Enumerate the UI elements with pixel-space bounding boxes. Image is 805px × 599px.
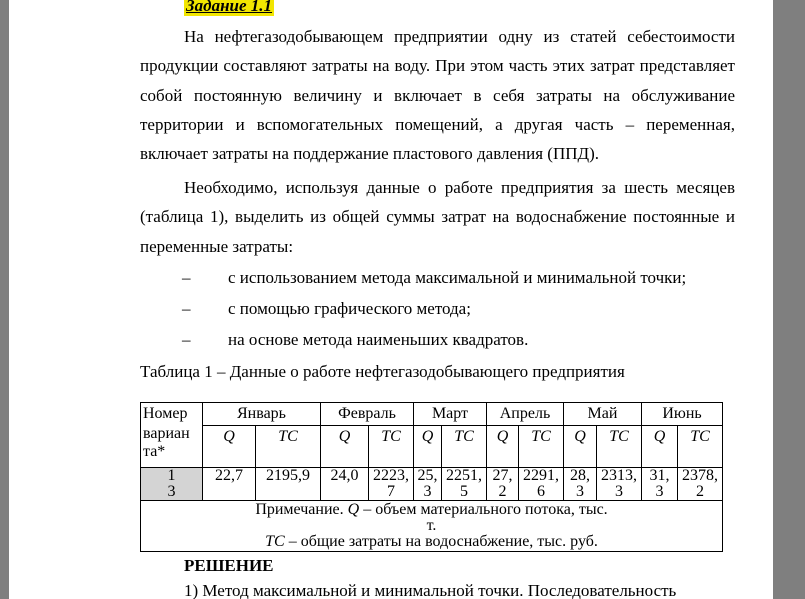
tc-header: TC (369, 426, 414, 468)
list-item-text: с помощью графического метода; (228, 299, 471, 318)
paragraph-2-line: переменные затраты: (140, 236, 294, 256)
cell-line: 24,0 (330, 467, 359, 484)
q-header: Q (414, 426, 442, 468)
variant-number-line: 3 (167, 483, 176, 500)
note-text: – общие затраты на водоснабжение, тыс. руб. (284, 533, 598, 550)
method-list (140, 262, 735, 355)
paragraph-1-line: собой постоянную величину и включает в себя затраты на обслуживание (140, 85, 735, 105)
note-prefix: Примечание. (255, 501, 348, 518)
month-header: Июнь (642, 403, 723, 426)
cell-line: 3 (655, 483, 664, 500)
q-value-cell (487, 468, 519, 501)
q-value-cell (642, 468, 678, 501)
q-value-cell (321, 468, 369, 501)
cell-line: 3 (576, 483, 584, 500)
variant-header-line: вариан (143, 425, 190, 442)
solution-heading: РЕШЕНИЕ (184, 556, 274, 575)
table-caption: Таблица 1 – Данные о работе нефтегазодобывающего предприятия (140, 362, 625, 381)
cell-line: 3 (615, 483, 623, 500)
cell-line: 2195,9 (266, 467, 310, 484)
q-value-cell (564, 468, 597, 501)
note-text: – объем материального потока, тыс. (359, 501, 608, 518)
paragraph-1-line: включает затраты на поддержание пластового давления (ППД). (140, 144, 600, 164)
document-page (9, 0, 773, 599)
paragraph-1-line: продукции составляют затраты на воду. При этом часть этих затрат представляет (140, 56, 735, 76)
tc-value-cell (519, 468, 564, 501)
cell-line: 2291, (523, 467, 559, 484)
solution-step-1: 1) Метод максимальной и минимальной точки. Последовательность (184, 581, 677, 599)
tc-value-cell (369, 468, 414, 501)
list-item (140, 293, 735, 324)
cell-line: 28, (570, 467, 590, 484)
paragraph-2-line: (таблица 1), выделить из общей суммы затрат на водоснабжение постоянные и (140, 207, 735, 227)
list-dash: – (182, 330, 191, 349)
variant-number-cell (141, 468, 203, 501)
variant-number-line: 1 (167, 467, 176, 484)
variant-header-line: Номер (143, 405, 188, 422)
list-item (140, 262, 735, 293)
month-header: Май (564, 403, 642, 426)
list-item (140, 324, 735, 355)
q-value-cell (203, 468, 256, 501)
q-header: Q (203, 426, 256, 468)
paragraph-1 (140, 22, 735, 168)
tc-value-cell (442, 468, 487, 501)
cell-line: 7 (387, 483, 395, 500)
list-item-text: на основе метода наименьших квадратов. (228, 330, 529, 349)
table-row (141, 468, 723, 501)
month-header: Апрель (487, 403, 564, 426)
paragraph-1-line: территории и вспомогательных помещений, а другая часть – переменная, (140, 114, 735, 134)
note-var: Q (347, 501, 360, 518)
table-note-row (141, 501, 723, 552)
q-value-cell (414, 468, 442, 501)
month-header: Март (414, 403, 487, 426)
q-header: Q (321, 426, 369, 468)
tc-header: TC (256, 426, 321, 468)
tc-header: TC (442, 426, 487, 468)
table-note (141, 501, 723, 552)
cell-line: 31, (649, 467, 670, 484)
tc-header: TC (519, 426, 564, 468)
cell-line: 2251, (446, 467, 482, 484)
q-header: Q (487, 426, 519, 468)
tc-value-cell (256, 468, 321, 501)
list-item-text: с использованием метода максимальной и минимальной точки; (228, 268, 687, 287)
table-header-row (141, 403, 723, 426)
note-var: TC (265, 533, 285, 550)
cell-line: 3 (423, 483, 432, 500)
cell-line: 2378, (682, 467, 718, 484)
list-dash: – (182, 299, 191, 318)
cell-line: 2 (696, 483, 704, 500)
cell-line: 2 (498, 483, 507, 500)
task-title: Задание 1.1 (184, 0, 274, 16)
q-header: Q (642, 426, 678, 468)
month-header: Февраль (321, 403, 414, 426)
month-header: Январь (203, 403, 321, 426)
note-line: т. (426, 517, 437, 534)
tc-header: TC (597, 426, 642, 468)
cell-line: 6 (537, 483, 545, 500)
cell-line: 5 (460, 483, 468, 500)
variant-header-line: та* (143, 443, 166, 460)
cell-line: 25, (417, 467, 438, 484)
cell-line: 22,7 (215, 467, 243, 484)
list-dash: – (182, 268, 191, 287)
variant-header-cell (141, 403, 203, 468)
paragraph-1-line: На нефтегазодобывающем предприятии одну из статей себестоимости (184, 27, 735, 46)
data-table (140, 402, 723, 552)
q-header: Q (564, 426, 597, 468)
tc-value-cell (597, 468, 642, 501)
cell-line: 27, (492, 467, 513, 484)
cell-line: 2223, (373, 467, 409, 484)
cell-line: 2313, (601, 467, 637, 484)
tc-header: TC (678, 426, 723, 468)
paragraph-2 (140, 173, 735, 261)
note-line (141, 533, 722, 551)
tc-value-cell (678, 468, 723, 501)
paragraph-2-line: Необходимо, используя данные о работе предприятия за шесть месяцев (184, 178, 735, 197)
table-subheader-row (141, 426, 723, 468)
